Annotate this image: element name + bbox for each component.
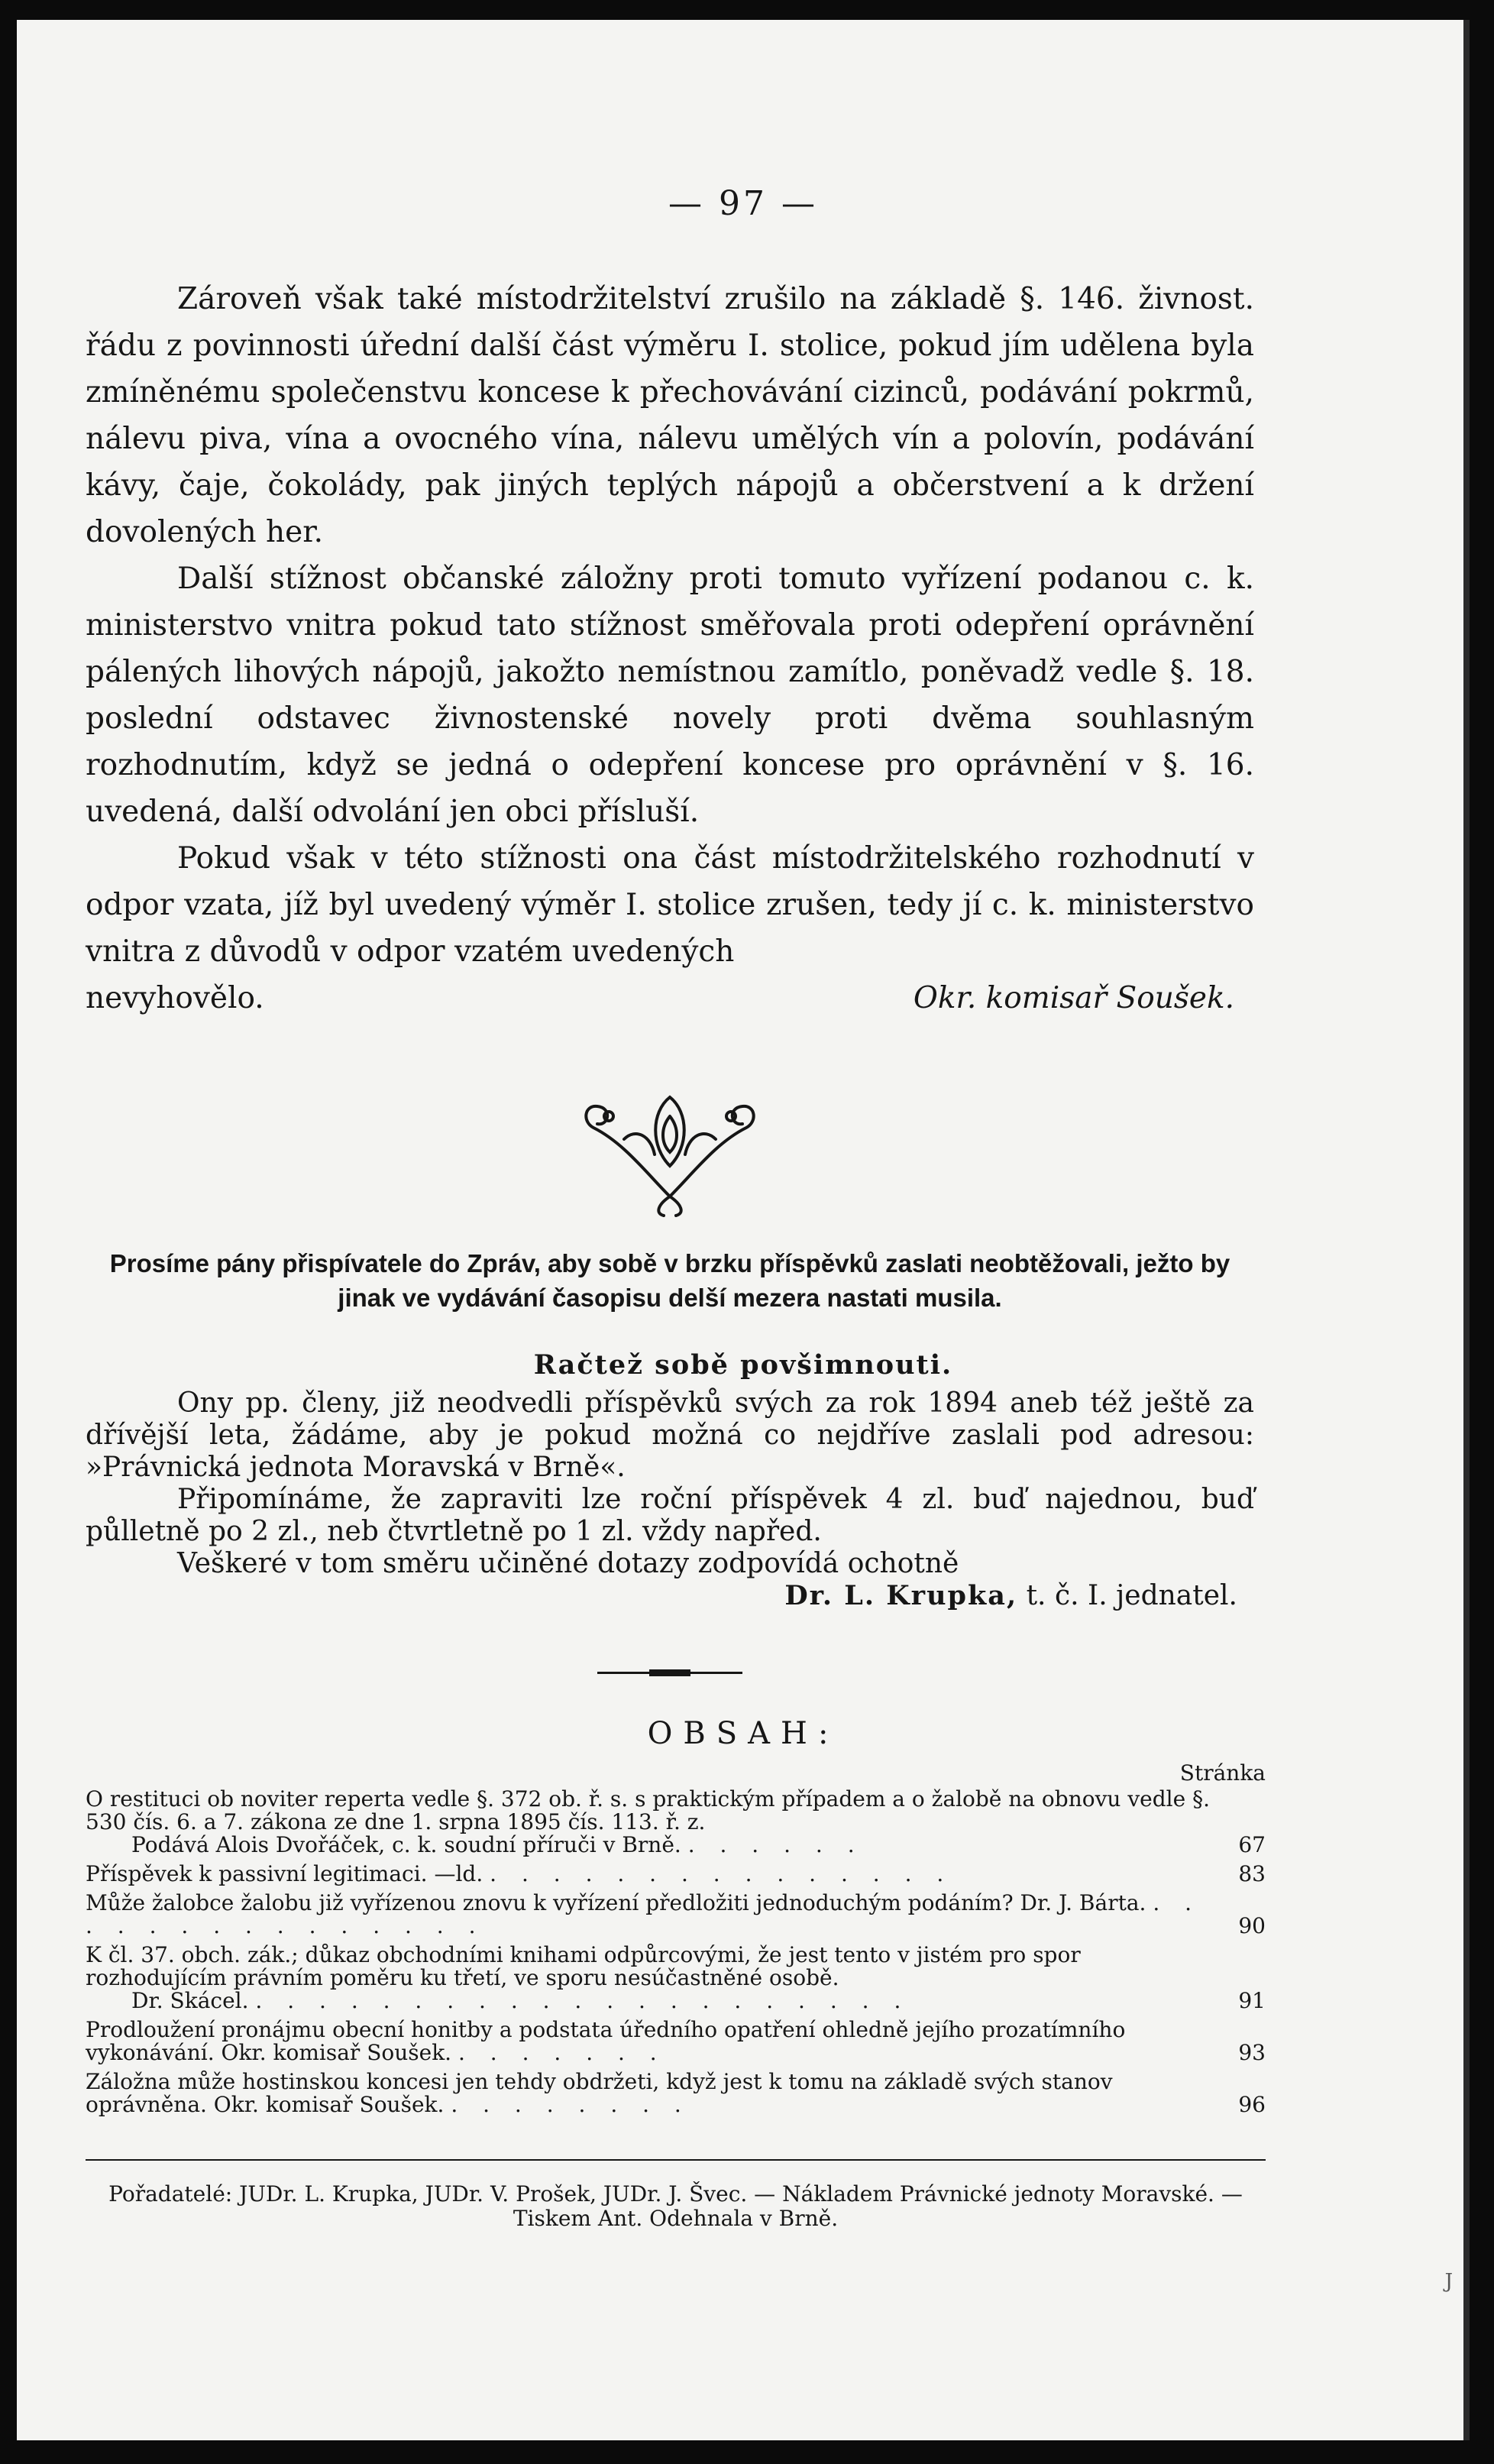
toc-entry: [86, 1944, 1266, 2012]
table-of-contents: [86, 1762, 1266, 2122]
toc-entry-text: Může žalobce žalobu již vyřízenou znovu k vyřízení předložiti jednoduchým podáním? Dr. J. Bárta.: [86, 1890, 1146, 1915]
toc-leader-dots: . . . . . . . .: [451, 2092, 690, 2117]
toc-entry-author: [86, 1834, 1212, 1857]
toc-entry: [86, 1892, 1266, 1938]
reminder-paragraph: Připomínáme, že zapraviti lze roční příspěvek 4 zl. buď najednou, buď půlletně po 2 zl., neb čtvrtletně po 1 zl. vždy napřed.: [86, 1484, 1254, 1547]
toc-entry: [86, 1863, 1266, 1886]
margin-mark: J: [1444, 2270, 1453, 2293]
toc-entry-text: Příspěvek k passivní legitimaci. —ld.: [86, 1861, 483, 1886]
article-paragraph: Pokud však v této stížnosti ona část místodržitelského rozhodnutí v odpor vzata, jíž byl uvedený výměr I. stolice zrušen, tedy jí c. k. ministerstvo vnitra z důvodů v odpor vzatém uvedených: [86, 841, 1254, 969]
toc-entry-text: Záložna může hostinskou koncesi jen tehdy obdržeti, když jest k tomu na základě svých stanov oprávněna. Okr. komisař Soušek.: [86, 2069, 1113, 2117]
ornament-icon: [578, 1082, 762, 1219]
article-paragraph: Další stížnost občanské záložny proti tomuto vyřízení podanou c. k. ministerstvo vnitra pokud tato stížnost směřovala proti odepření oprávnění pálených lihových nápojů, jakožto nemístnou zamítlo, poněvadž vedle §. 18. poslední odstavec živnostenské novely proti dvěma souhlasným rozhodnutím, když se jedná o odepření koncese pro oprávnění v §. 16. uvedená, další odvolání jen obci přísluší.: [86, 562, 1254, 829]
toc-entry-author-text: Podává Alois Dvořáček, c. k. soudní příruči v Brně.: [131, 1832, 681, 1857]
contributors-notice: Prosíme pány přispívatele do Zpráv, aby sobě v brzku příspěvků zaslati neobtěžovali, ježto by jinak ve vydávání časopisu delší mezera nastati musila.: [109, 1249, 1230, 1312]
reminder-paragraph: Veškeré v tom směru učiněné dotazy zodpovídá ochotně: [177, 1548, 959, 1579]
toc-entry-author: [86, 1990, 1212, 2012]
page-number: — 97 —: [668, 184, 818, 223]
toc-page-number: 83: [1238, 1861, 1266, 1886]
toc-page-number: 67: [1238, 1832, 1266, 1857]
toc-entry-author-text: Dr. Skácel.: [131, 1988, 249, 2013]
toc-page-number: 91: [1238, 1988, 1266, 2013]
article-paragraph: Zároveň však také místodržitelství zrušilo na základě §. 146. živnost. řádu z povinnosti úřední další část výměru I. stolice, pokud jím udělena byla zmíněnému společenstvu koncese k přechovávání cizinců, podávání pokrmů, nálevu piva, vína a ovocného vína, nálevu umělých vín a polovín, podávání kávy, čaje, čokolády, pak jiných teplých nápojů a občerstvení a k držení dovolených her.: [86, 282, 1254, 549]
reminder-paragraph: Ony pp. členy, již neodvedli příspěvků svých za rok 1894 aneb též ještě za dřívější leta, žádáme, aby je pokud možná co nejdříve zaslali pod adresou: »Právnická jednota Moravská v Brně«.: [86, 1387, 1254, 1483]
toc-page-number: 90: [1238, 1913, 1266, 1938]
toc-entry: [86, 2071, 1266, 2116]
signer-name: Dr. L. Krupka,: [784, 1580, 1018, 1611]
toc-entry-text: Prodloužení pronájmu obecní honitby a podstata úředního opatření ohledně jejího prozatímního vykonávání. Okr. komisař Soušek.: [86, 2017, 1126, 2065]
footer-divider: [86, 2159, 1266, 2161]
publisher-footer: Pořadatelé: JUDr. L. Krupka, JUDr. V. Prošek, JUDr. J. Švec. — Nákladem Právnické jednoty Moravské. — Tiskem Ant. Odehnala v Brně.: [108, 2181, 1243, 2231]
page-column-label: Stránka: [1179, 1760, 1266, 1786]
article-body: [86, 276, 1254, 1022]
toc-entry-text: K čl. 37. obch. zák.; důkaz obchodními knihami odpůrcovými, že jest tento v jistém pro spor rozhodujícím právním poměru ku třetí, ve sporu nesúčastněné osobě.: [86, 1942, 1081, 1990]
contents-heading: OBSAH:: [647, 1716, 839, 1751]
toc-leader-dots: . . . . . . . . . . . . . . . . . . . . .: [255, 1988, 910, 2013]
toc-page-number: 93: [1238, 2040, 1266, 2065]
article-signoff: [86, 975, 1254, 1022]
toc-entry: [86, 2019, 1266, 2064]
toc-page-number: 96: [1238, 2092, 1266, 2117]
toc-entry: [86, 1788, 1266, 1857]
toc-leader-dots: . . . . . .: [687, 1832, 864, 1857]
section-divider: [597, 1672, 742, 1674]
toc-leader-dots: . . . . . . . . . . . . . . .: [490, 1861, 953, 1886]
toc-leader-dots: . . . . . . . . . . . . . . .: [86, 1890, 1201, 1938]
membership-reminder: [86, 1387, 1254, 1612]
signer-role: t. č. I. jednatel.: [1026, 1580, 1237, 1611]
reminder-heading: Račtež sobě povšimnouti.: [533, 1349, 953, 1381]
printed-page: [17, 20, 1470, 2440]
article-signature: Okr. komisař Soušek.: [913, 981, 1234, 1015]
toc-leader-dots: . . . . . . .: [458, 2040, 666, 2065]
toc-entry-text: O restituci ob noviter reperta vedle §. 372 ob. ř. s. s praktickým případem a o žalobě na obnovu vedle §. 530 čís. 6. a 7. zákona ze dne 1. srpna 1895 čís. 113. ř. z.: [86, 1786, 1210, 1834]
page-edge-shadow: [1463, 20, 1470, 2440]
reminder-signature: [86, 1580, 1254, 1612]
article-last-line: nevyhovělo.: [86, 981, 264, 1015]
